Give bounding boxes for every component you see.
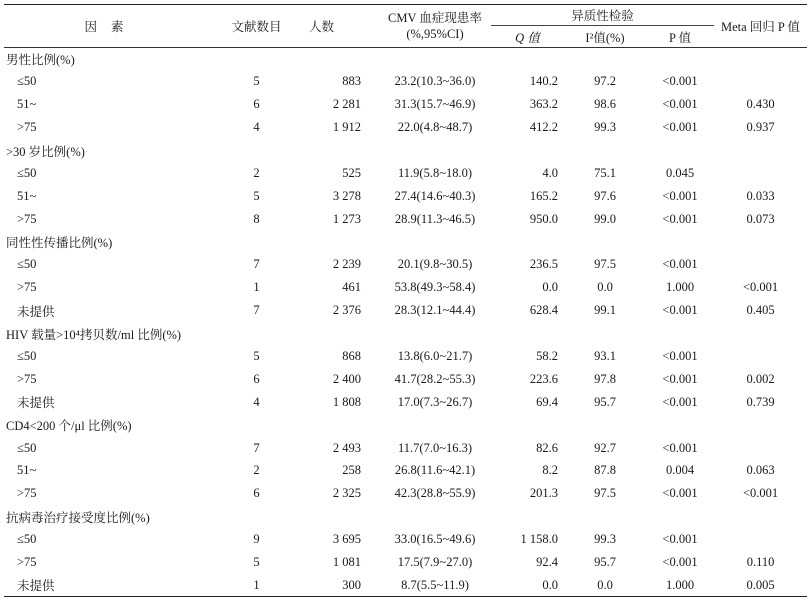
cell-q: 950.0 bbox=[529, 211, 558, 226]
cell-p: <0.001 bbox=[662, 555, 698, 570]
cell-p: <0.001 bbox=[662, 211, 698, 226]
cell-meta-p bbox=[714, 70, 807, 93]
cell-q: 82.6 bbox=[536, 440, 558, 455]
cell-q: 223.6 bbox=[529, 371, 558, 386]
table-row bbox=[4, 70, 807, 93]
group-title: >30 岁比例(%) bbox=[6, 144, 85, 159]
cell-people: 2 325 bbox=[332, 486, 361, 501]
group-title: 男性比例(%) bbox=[6, 53, 75, 68]
cell-label: ≤50 bbox=[17, 165, 37, 180]
table-row bbox=[4, 276, 807, 299]
cell-label: >75 bbox=[17, 280, 37, 295]
cell-rate: 11.9(5.8~18.0) bbox=[398, 165, 472, 180]
cell-i2: 97.2 bbox=[594, 74, 616, 89]
header-studies: 文献数目 bbox=[204, 5, 309, 48]
cell-studies: 6 bbox=[253, 486, 260, 501]
cell-q: 0.0 bbox=[542, 280, 558, 295]
table-row bbox=[4, 460, 807, 483]
cell-meta-p: 0.033 bbox=[746, 188, 775, 203]
cell-i2: 99.3 bbox=[594, 120, 616, 135]
group-row bbox=[4, 48, 807, 71]
cell-i2: 99.1 bbox=[594, 303, 616, 318]
cell-i2: 97.5 bbox=[594, 486, 616, 501]
cell-q: 92.4 bbox=[536, 555, 558, 570]
cell-label: ≤50 bbox=[17, 440, 37, 455]
cell-q: 140.2 bbox=[529, 74, 558, 89]
table-body bbox=[4, 48, 807, 597]
cell-i2: 98.6 bbox=[594, 97, 616, 112]
cell-label: 51~ bbox=[17, 97, 37, 112]
cell-studies: 7 bbox=[253, 257, 260, 272]
cell-i2: 95.7 bbox=[594, 394, 616, 409]
group-row bbox=[4, 414, 807, 437]
cell-label: 未提供 bbox=[4, 574, 204, 597]
cell-q: 201.3 bbox=[529, 486, 558, 501]
cell-rate: 20.1(9.8~30.5) bbox=[397, 257, 473, 272]
table-row bbox=[4, 162, 807, 185]
cell-p: <0.001 bbox=[662, 257, 698, 272]
cell-label: ≤50 bbox=[17, 532, 37, 547]
cell-studies: 6 bbox=[253, 371, 260, 386]
cell-studies: 4 bbox=[253, 120, 260, 135]
cell-studies: 1 bbox=[204, 574, 309, 597]
cell-p: 1.000 bbox=[646, 574, 714, 597]
cell-meta-p: 0.002 bbox=[746, 371, 775, 386]
header-rate bbox=[379, 5, 491, 48]
cell-rate: 26.8(11.6~42.1) bbox=[394, 463, 476, 478]
table-row bbox=[4, 345, 807, 368]
cell-studies: 2 bbox=[253, 165, 260, 180]
cell-meta-p: 0.073 bbox=[746, 211, 775, 226]
cell-label: ≤50 bbox=[17, 74, 37, 89]
cell-rate: 27.4(14.6~40.3) bbox=[394, 188, 476, 203]
cell-label: 未提供 bbox=[17, 304, 55, 319]
cell-people: 3 695 bbox=[332, 532, 361, 547]
table-row bbox=[4, 437, 807, 460]
cell-people: 1 273 bbox=[332, 211, 361, 226]
table-row bbox=[4, 528, 807, 551]
header-q: Q 值 bbox=[491, 26, 564, 48]
cell-q: 165.2 bbox=[529, 188, 558, 203]
cell-q: 4.0 bbox=[542, 165, 558, 180]
cell-meta-p bbox=[714, 528, 807, 551]
table-row bbox=[4, 208, 807, 231]
table-row bbox=[4, 551, 807, 574]
cell-rate: 11.7(7.0~16.3) bbox=[398, 440, 472, 455]
group-title: 抗病毒治疗接受度比例(%) bbox=[6, 510, 150, 525]
group-title: CD4<200 个/μl 比例(%) bbox=[6, 419, 132, 434]
cell-label: 51~ bbox=[17, 463, 37, 478]
cell-rate: 22.0(4.8~48.7) bbox=[397, 120, 473, 135]
header-people: 人数 bbox=[309, 5, 379, 48]
cell-studies: 7 bbox=[253, 440, 260, 455]
group-title: HIV 载量>10⁴拷贝数/ml 比例(%) bbox=[6, 327, 182, 342]
table-row bbox=[4, 482, 807, 505]
cell-label: ≤50 bbox=[17, 257, 37, 272]
cell-p: <0.001 bbox=[662, 349, 698, 364]
cell-rate: 17.0(7.3~26.7) bbox=[397, 394, 473, 409]
header-rate-line1: CMV 血症现患率 bbox=[388, 11, 482, 25]
cell-studies: 5 bbox=[253, 349, 260, 364]
header-heterogeneity: 异质性检验 bbox=[491, 5, 714, 26]
cell-i2: 99.3 bbox=[594, 532, 616, 547]
cell-i2: 99.0 bbox=[594, 211, 616, 226]
cell-i2: 0.0 bbox=[564, 574, 646, 597]
header-meta-regression: Meta 回归 P 值 bbox=[714, 5, 807, 48]
cell-p: <0.001 bbox=[662, 532, 698, 547]
cell-people: 2 400 bbox=[332, 371, 361, 386]
cell-meta-p: <0.001 bbox=[742, 280, 779, 295]
cell-i2: 92.7 bbox=[594, 440, 616, 455]
cell-studies: 2 bbox=[253, 463, 260, 478]
cell-people: 2 239 bbox=[332, 257, 361, 272]
cell-label: 51~ bbox=[17, 188, 37, 203]
results-table bbox=[4, 4, 807, 597]
cell-rate: 17.5(7.9~27.0) bbox=[397, 555, 473, 570]
cell-meta-p: <0.001 bbox=[742, 486, 779, 501]
cell-label: 未提供 bbox=[17, 396, 55, 411]
cell-rate: 41.7(28.2~55.3) bbox=[394, 371, 476, 386]
cell-people: 258 bbox=[342, 463, 361, 478]
cell-q: 58.2 bbox=[536, 349, 558, 364]
header-p: P 值 bbox=[646, 26, 714, 48]
cell-i2: 87.8 bbox=[594, 463, 616, 478]
cell-people: 868 bbox=[342, 349, 361, 364]
cell-q: 1 158.0 bbox=[520, 532, 558, 547]
cell-p: 1.000 bbox=[665, 280, 695, 295]
cell-label: >75 bbox=[17, 211, 37, 226]
cell-rate: 31.3(15.7~46.9) bbox=[394, 97, 476, 112]
table-row bbox=[4, 574, 807, 597]
group-row bbox=[4, 139, 807, 162]
cell-meta-p: 0.005 bbox=[714, 574, 807, 597]
cell-people: 1 081 bbox=[332, 555, 361, 570]
cell-p: <0.001 bbox=[662, 440, 698, 455]
group-row bbox=[4, 231, 807, 254]
table-row bbox=[4, 391, 807, 414]
cell-studies: 1 bbox=[253, 280, 260, 295]
group-row bbox=[4, 322, 807, 345]
group-row bbox=[4, 505, 807, 528]
cell-label: ≤50 bbox=[17, 349, 37, 364]
cell-studies: 7 bbox=[253, 303, 260, 318]
cell-people: 461 bbox=[342, 280, 361, 295]
cell-q: 8.2 bbox=[542, 463, 558, 478]
cell-studies: 8 bbox=[253, 211, 260, 226]
cell-meta-p: 0.430 bbox=[746, 97, 775, 112]
group-title: 同性性传播比例(%) bbox=[6, 236, 113, 251]
cell-people: 2 376 bbox=[332, 303, 361, 318]
cell-rate: 33.0(16.5~49.6) bbox=[394, 532, 476, 547]
cell-i2: 97.8 bbox=[594, 371, 616, 386]
cell-p: 0.045 bbox=[665, 165, 695, 180]
cell-p: <0.001 bbox=[662, 74, 698, 89]
header-rate-line2: (%,95%CI) bbox=[406, 27, 464, 41]
cell-rate: 23.2(10.3~36.0) bbox=[394, 74, 476, 89]
cell-studies: 5 bbox=[253, 74, 260, 89]
cell-rate: 13.8(6.0~21.7) bbox=[397, 349, 473, 364]
cell-label: >75 bbox=[17, 486, 37, 501]
cell-p: <0.001 bbox=[662, 97, 698, 112]
cell-meta-p bbox=[714, 254, 807, 277]
table-row bbox=[4, 368, 807, 391]
cell-i2: 0.0 bbox=[597, 280, 613, 295]
cell-i2: 75.1 bbox=[594, 165, 616, 180]
table-row bbox=[4, 116, 807, 139]
cell-meta-p bbox=[714, 345, 807, 368]
table-row bbox=[4, 93, 807, 116]
cell-label: >75 bbox=[17, 120, 37, 135]
table-row bbox=[4, 254, 807, 277]
cell-p: <0.001 bbox=[662, 394, 698, 409]
cell-rate: 28.9(11.3~46.5) bbox=[394, 211, 476, 226]
cell-meta-p: 0.937 bbox=[746, 120, 775, 135]
cell-q: 628.4 bbox=[529, 303, 558, 318]
cell-p: <0.001 bbox=[662, 303, 698, 318]
cell-p: <0.001 bbox=[662, 486, 698, 501]
cell-label: >75 bbox=[17, 371, 37, 386]
cell-people: 3 278 bbox=[332, 188, 361, 203]
cell-q: 363.2 bbox=[529, 97, 558, 112]
cell-meta-p bbox=[714, 162, 807, 185]
cell-people: 300 bbox=[309, 574, 379, 597]
cell-people: 2 493 bbox=[332, 440, 361, 455]
table-row bbox=[4, 185, 807, 208]
cell-people: 1 808 bbox=[332, 394, 361, 409]
cell-meta-p: 0.405 bbox=[746, 303, 775, 318]
cell-meta-p bbox=[714, 437, 807, 460]
cell-p: <0.001 bbox=[662, 188, 698, 203]
cell-studies: 9 bbox=[253, 532, 260, 547]
cell-studies: 6 bbox=[253, 97, 260, 112]
cell-people: 1 912 bbox=[332, 120, 361, 135]
header-factor: 因素 bbox=[4, 5, 204, 48]
cell-rate: 8.7(5.5~11.9) bbox=[379, 574, 491, 597]
cell-label: >75 bbox=[17, 555, 37, 570]
cell-i2: 95.7 bbox=[594, 555, 616, 570]
cell-p: 0.004 bbox=[665, 463, 695, 478]
cell-rate: 42.3(28.8~55.9) bbox=[394, 486, 476, 501]
header-i2: I²值(%) bbox=[564, 26, 646, 48]
cell-people: 525 bbox=[342, 165, 361, 180]
cell-p: <0.001 bbox=[662, 120, 698, 135]
cell-meta-p: 0.063 bbox=[746, 463, 775, 478]
cell-q: 412.2 bbox=[529, 120, 558, 135]
table-row bbox=[4, 299, 807, 322]
cell-meta-p: 0.110 bbox=[746, 555, 775, 570]
cell-people: 2 281 bbox=[332, 97, 361, 112]
cell-studies: 4 bbox=[253, 394, 260, 409]
cell-q: 69.4 bbox=[536, 394, 558, 409]
cell-studies: 5 bbox=[253, 188, 260, 203]
cell-studies: 5 bbox=[253, 555, 260, 570]
cell-q: 236.5 bbox=[529, 257, 558, 272]
cell-rate: 28.3(12.1~44.4) bbox=[394, 303, 476, 318]
cell-p: <0.001 bbox=[662, 371, 698, 386]
cell-i2: 97.5 bbox=[594, 257, 616, 272]
cell-q: 0.0 bbox=[491, 574, 564, 597]
cell-rate: 53.8(49.3~58.4) bbox=[394, 280, 476, 295]
cell-i2: 97.6 bbox=[594, 188, 616, 203]
cell-i2: 93.1 bbox=[594, 349, 616, 364]
cell-people: 883 bbox=[342, 74, 361, 89]
cell-meta-p: 0.739 bbox=[746, 394, 775, 409]
